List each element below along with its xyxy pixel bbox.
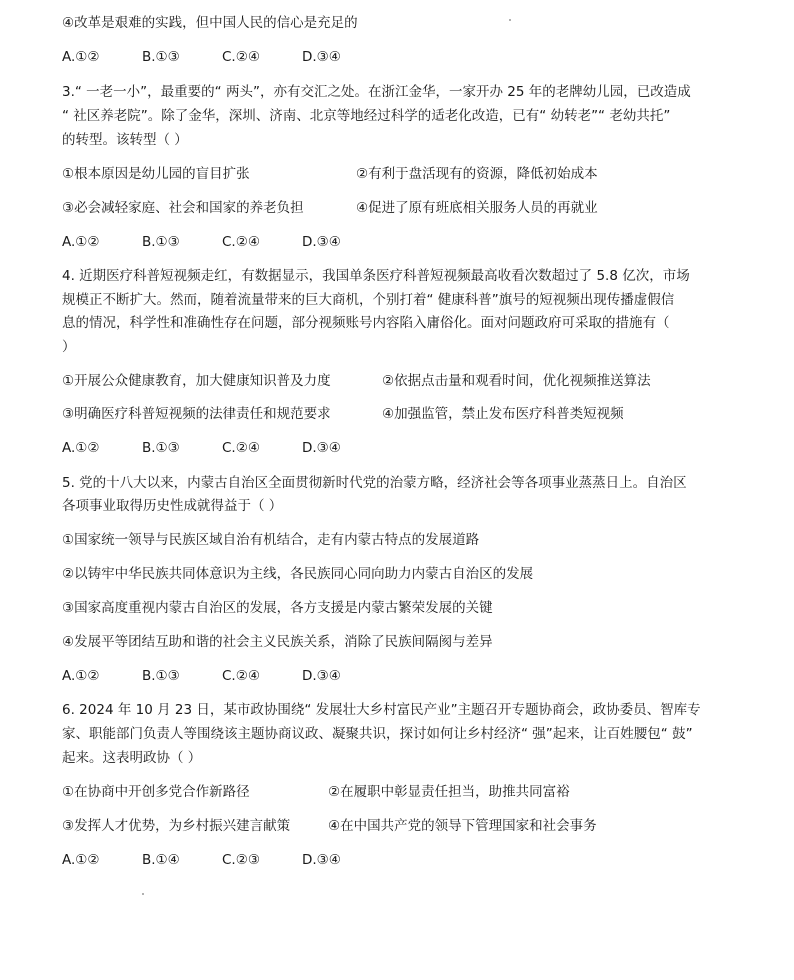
question-stem-line: 4. 近期医疗科普短视频走红，有数据显示，我国单条医疗科普短视频最高收看次数超过了 5.8 亿次，市场 bbox=[62, 268, 690, 284]
question-stem-line: 6. 2024 年 10 月 23 日，某市政协围绕“ 发展壮大乡村富民产业”主题召开专题协商会，政协委员、智库专 bbox=[62, 702, 701, 718]
question-stem-line: 的转型。该转型（ ） bbox=[62, 132, 188, 148]
answer-d[interactable]: D.③④ bbox=[302, 852, 341, 868]
option-row bbox=[62, 405, 624, 423]
option-2: ②依据点击量和观看时间，优化视频推送算法 bbox=[382, 373, 651, 389]
question-stem-line: 息的情况，科学性和准确性存在问题，部分视频账号内容陷入庸俗化。面对问题政府可采取的措施有（ bbox=[62, 315, 670, 331]
option-1: ①在协商中开创多党合作新路径 bbox=[62, 784, 250, 800]
option-line: ④改革是艰难的实践，但中国人民的信心是充足的 bbox=[62, 15, 358, 31]
option-line: ④发展平等团结互助和谐的社会主义民族关系，消除了民族间隔阂与差异 bbox=[62, 634, 493, 650]
answer-a[interactable]: A.①② bbox=[62, 440, 100, 456]
answer-d[interactable]: D.③④ bbox=[302, 234, 341, 250]
option-3: ③明确医疗科普短视频的法律责任和规范要求 bbox=[62, 406, 331, 422]
option-4: ④促进了原有班底相关服务人员的再就业 bbox=[356, 200, 598, 216]
answer-choices bbox=[62, 233, 382, 251]
option-4: ④在中国共产党的领导下管理国家和社会事务 bbox=[328, 818, 597, 834]
option-3: ③发挥人才优势，为乡村振兴建言献策 bbox=[62, 818, 291, 834]
option-line: ①国家统一领导与民族区域自治有机结合，走有内蒙古特点的发展道路 bbox=[62, 532, 480, 548]
answer-choices bbox=[62, 851, 382, 869]
option-line: ③国家高度重视内蒙古自治区的发展，各方支援是内蒙古繁荣发展的关键 bbox=[62, 600, 493, 616]
option-line: ②以铸牢中华民族共同体意识为主线，各民族同心同向助力内蒙古自治区的发展 bbox=[62, 566, 534, 582]
option-3: ③必会减轻家庭、社会和国家的养老负担 bbox=[62, 200, 304, 216]
option-row bbox=[62, 372, 651, 390]
option-row bbox=[62, 199, 598, 217]
answer-b[interactable]: B.①③ bbox=[142, 668, 180, 684]
option-4: ④加强监管，禁止发布医疗科普类短视频 bbox=[382, 406, 624, 422]
answer-d[interactable]: D.③④ bbox=[302, 49, 341, 65]
answer-d[interactable]: D.③④ bbox=[302, 440, 341, 456]
question-stem-line: “ 社区养老院”。除了金华，深圳、济南、北京等地经过科学的适老化改造，已有“ 幼转老”“ 老幼共托” bbox=[62, 108, 671, 124]
scan-speck bbox=[142, 893, 144, 895]
answer-b[interactable]: B.①③ bbox=[142, 440, 180, 456]
answer-c[interactable]: C.②③ bbox=[222, 852, 260, 868]
question-stem-line: 5. 党的十八大以来，内蒙古自治区全面贯彻新时代党的治蒙方略，经济社会等各项事业蒸蒸日上。自治区 bbox=[62, 475, 687, 491]
option-1: ①开展公众健康教育，加大健康知识普及力度 bbox=[62, 373, 331, 389]
answer-b[interactable]: B.①④ bbox=[142, 852, 180, 868]
answer-choices bbox=[62, 48, 382, 66]
answer-choices bbox=[62, 439, 382, 457]
question-stem-line: ） bbox=[62, 339, 76, 355]
answer-a[interactable]: A.①② bbox=[62, 852, 100, 868]
question-stem-line: 各项事业取得历史性成就得益于（ ） bbox=[62, 498, 283, 514]
answer-choices bbox=[62, 667, 382, 685]
question-stem-line: 起来。这表明政协（ ） bbox=[62, 750, 202, 766]
answer-a[interactable]: A.①② bbox=[62, 668, 100, 684]
option-row bbox=[62, 165, 598, 183]
option-2: ②在履职中彰显责任担当，助推共同富裕 bbox=[328, 784, 570, 800]
option-row bbox=[62, 817, 597, 835]
answer-d[interactable]: D.③④ bbox=[302, 668, 341, 684]
answer-a[interactable]: A.①② bbox=[62, 234, 100, 250]
question-stem-line: 家、职能部门负责人等围绕该主题协商议政、凝聚共识，探讨如何让乡村经济“ 强”起来，让百姓腰包“ 鼓” bbox=[62, 726, 693, 742]
answer-c[interactable]: C.②④ bbox=[222, 668, 260, 684]
option-row bbox=[62, 783, 570, 801]
scan-speck bbox=[509, 19, 511, 21]
answer-c[interactable]: C.②④ bbox=[222, 440, 260, 456]
answer-c[interactable]: C.②④ bbox=[222, 49, 260, 65]
question-stem-line: 3.“ 一老一小”，最重要的“ 两头”，亦有交汇之处。在浙江金华，一家开办 25 年的老牌幼儿园，已改造成 bbox=[62, 84, 691, 100]
answer-b[interactable]: B.①③ bbox=[142, 49, 180, 65]
question-stem-line: 规模正不断扩大。然而，随着流量带来的巨大商机，个别打着“ 健康科普”旗号的短视频出现传播虚假信 bbox=[62, 292, 675, 308]
answer-b[interactable]: B.①③ bbox=[142, 234, 180, 250]
answer-c[interactable]: C.②④ bbox=[222, 234, 260, 250]
option-2: ②有利于盘活现有的资源，降低初始成本 bbox=[356, 166, 598, 182]
option-1: ①根本原因是幼儿园的盲目扩张 bbox=[62, 166, 250, 182]
answer-a[interactable]: A.①② bbox=[62, 49, 100, 65]
